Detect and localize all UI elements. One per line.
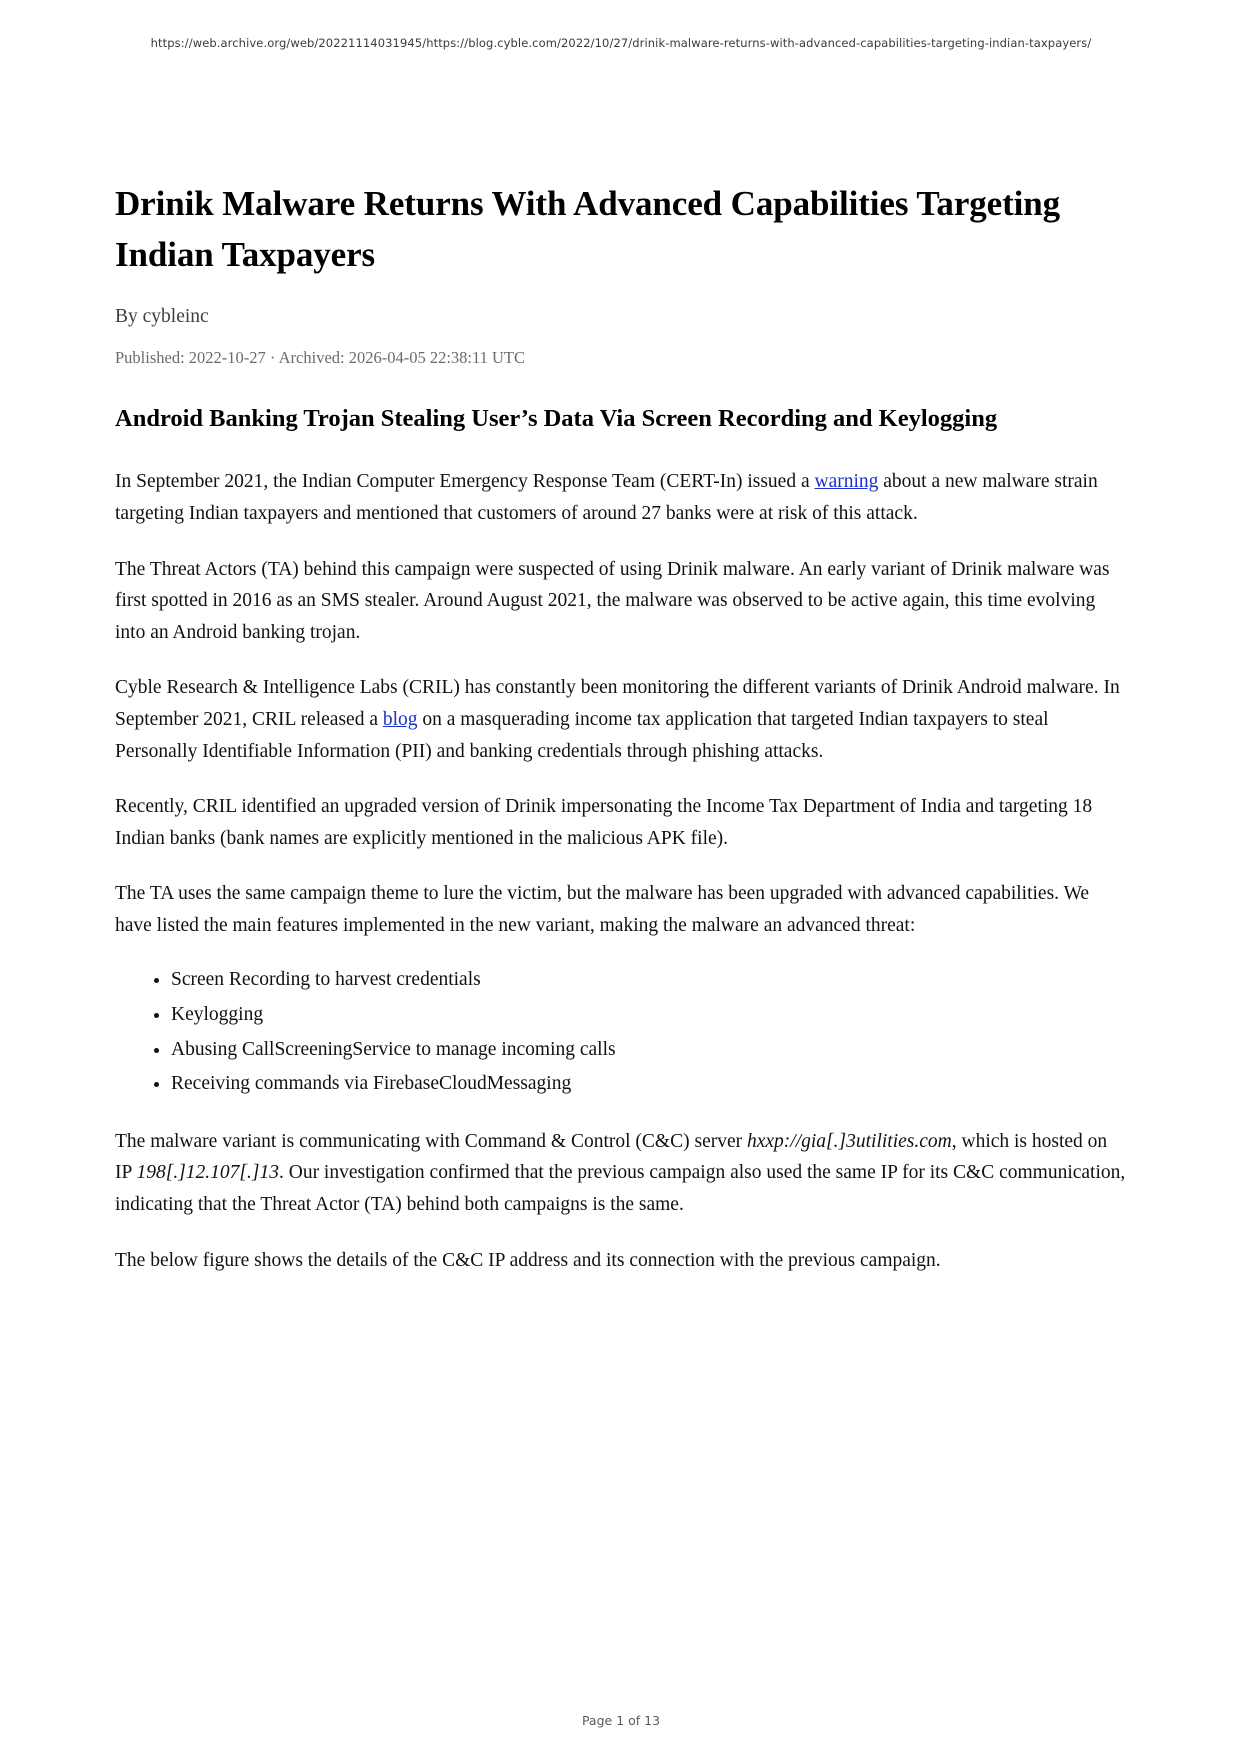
paragraph-6	[115, 1126, 1127, 1221]
paragraph-3-text-b: on a masquerading income tax application that targeted Indian taxpayers to steal Personally Identifiable Information (PII) and banking credentials through phishing attacks.	[115, 708, 1049, 762]
page-footer: Page 1 of 13	[581, 1713, 661, 1728]
paragraph-5: The TA uses the same campaign theme to lure the victim, but the malware has been upgraded with advanced capabilities. We have listed the main features implemented in the new variant, making the malware an advanced threat:	[115, 883, 1090, 936]
byline: By cybleinc	[115, 306, 209, 328]
section-heading: Android Banking Trojan Stealing User’s Data Via Screen Recording and Keylogging	[115, 405, 998, 433]
page-title: Drinik Malware Returns With Advanced Capabilities Targeting Indian Taxpayers	[115, 184, 1061, 275]
feature-list	[115, 965, 1127, 1099]
paragraph-6-text-a: The malware variant is communicating with Command & Control (C&C) server	[115, 1130, 747, 1152]
c2-server-value: hxxp://gia[.]3utilities.com	[747, 1130, 952, 1152]
paragraph-7: The below figure shows the details of the C&C IP address and its connection with the previous campaign.	[115, 1249, 941, 1271]
paragraph-1	[115, 466, 1127, 529]
publish-archive-dates: Published: 2022-10-27 · Archived: 2026-04-05 22:38:11 UTC	[115, 348, 526, 368]
blog-link[interactable]: blog	[382, 708, 418, 730]
paragraph-6-text-c: . Our investigation confirmed that the previous campaign also used the same IP for its C&C communication, indicating that the Threat Actor (TA) behind both campaigns is the same.	[115, 1162, 1126, 1216]
paragraph-6-text-b: , which is hosted on IP	[115, 1130, 1108, 1184]
warning-link[interactable]: warning	[814, 471, 879, 493]
paragraph-2: The Threat Actors (TA) behind this campaign were suspected of using Drinik malware. An early variant of Drinik malware was first spotted in 2016 as an SMS stealer. Around August 2021, the malware was observed to be active again, this time evolving into an Android banking trojan.	[115, 558, 1110, 643]
paragraph-3	[115, 672, 1127, 767]
archive-url: https://web.archive.org/web/20221114031945/https://blog.cyble.com/2022/10/27/drinik-malware-returns-with-advanced-capabilities-targeting-indian-taxpayers/	[150, 36, 1092, 50]
list-item: • Receiving commands via FirebaseCloudMessaging	[171, 1069, 1127, 1100]
list-item: • Screen Recording to harvest credentials	[171, 965, 1127, 996]
paragraph-1-text-b: about a new malware strain targeting Indian taxpayers and mentioned that customers of around 27 banks were at risk of this attack.	[115, 471, 1098, 525]
article-content	[0, 178, 1242, 1276]
c2-ip-value: 198[.]12.107[.]13	[136, 1162, 279, 1184]
paragraph-3-text-a: Cyble Research & Intelligence Labs (CRIL) has constantly been monitoring the different variants of Drinik Android malware. In September 2021, CRIL released a	[115, 677, 1120, 730]
list-item: • Abusing CallScreeningService to manage incoming calls	[171, 1035, 1127, 1066]
list-item: • Keylogging	[171, 1000, 1127, 1031]
paragraph-4: Recently, CRIL identified an upgraded version of Drinik impersonating the Income Tax Department of India and targeting 18 Indian banks (bank names are explicitly mentioned in the malicious APK file).	[115, 796, 1093, 849]
paragraph-1-text-a: In September 2021, the Indian Computer Emergency Response Team (CERT-In) issued a	[115, 471, 815, 493]
